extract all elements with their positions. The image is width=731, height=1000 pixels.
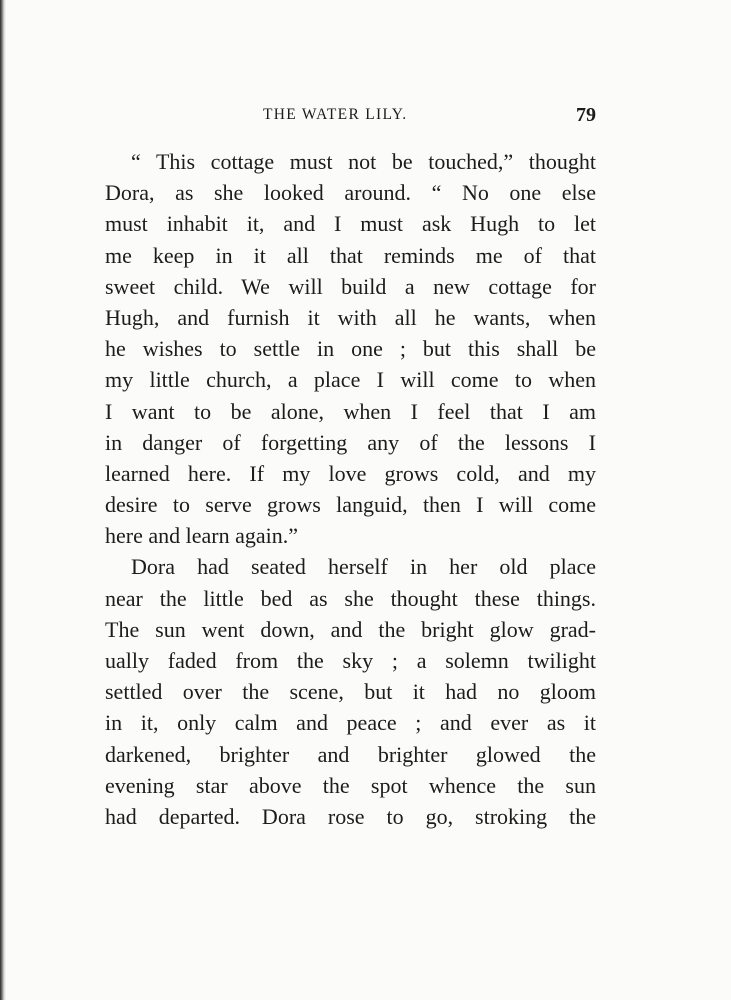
text-line: “ This cottage must not be touched,” thought — [131, 149, 596, 174]
text-line: here and learn again.” — [105, 523, 298, 549]
text-line: in it, only calm and peace ; and ever as it — [105, 710, 596, 736]
text-line: learned here. If my love grows cold, and my — [105, 460, 596, 486]
text-line: must inhabit it, and I must ask Hugh to let — [105, 211, 596, 237]
body-text — [105, 146, 596, 832]
page-header — [105, 104, 596, 134]
text-line: Hugh, and furnish it with all he wants, when — [105, 304, 596, 330]
text-line: near the little bed as she thought these things. — [105, 585, 596, 611]
text-line: desire to serve grows languid, then I will come — [105, 492, 596, 518]
text-line: sweet child. We will build a new cottage for — [105, 273, 596, 299]
text-line: ually faded from the sky ; a solemn twilight — [105, 648, 596, 673]
text-line: had departed. Dora rose to go, stroking the — [105, 803, 596, 829]
page-number: 79 — [576, 104, 596, 126]
text-line: Dora had seated herself in her old place — [131, 554, 596, 580]
text-line: settled over the scene, but it had no gloom — [105, 679, 596, 705]
text-line: Dora, as she looked around. “ No one else — [105, 180, 596, 206]
text-line: my little church, a place I will come to when — [105, 367, 596, 393]
text-line: in danger of forgetting any of the lessons I — [105, 429, 596, 455]
text-line: evening star above the spot whence the sun — [105, 772, 596, 798]
page-edge-shadow — [0, 0, 6, 1000]
text-line: he wishes to settle in one ; but this shall be — [105, 336, 596, 362]
text-line: The sun went down, and the bright glow grad- — [105, 616, 596, 642]
text-line: me keep in it all that reminds me of that — [105, 242, 596, 268]
text-line: I want to be alone, when I feel that I am — [105, 398, 596, 424]
text-line: darkened, brighter and brighter glowed the — [105, 741, 596, 767]
running-head: THE WATER LILY. — [263, 106, 408, 123]
